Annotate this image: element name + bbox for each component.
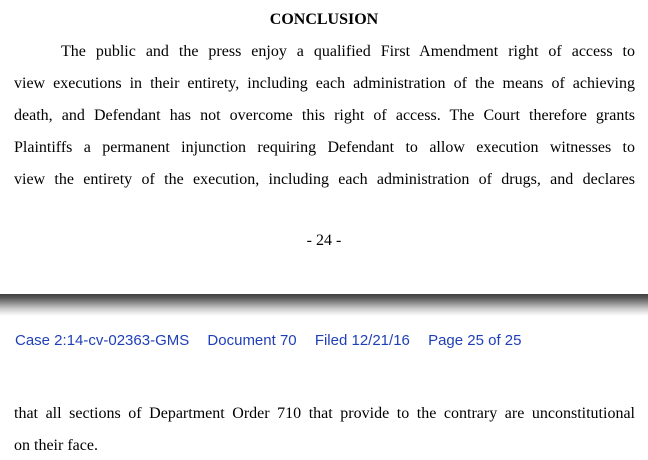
section-heading: CONCLUSION: [269, 11, 379, 28]
page-count: Page 25 of 25: [428, 332, 522, 349]
case-header: [15, 331, 521, 351]
page-break-divider: [0, 294, 648, 316]
body-text-line: on their face.: [14, 437, 98, 454]
filed-date: Filed 12/21/16: [314, 332, 410, 349]
document-number: Document 70: [207, 332, 297, 349]
body-text-line: view executions in their entirety, including each administration of the means of achieving: [14, 75, 635, 92]
page-number: - 24 -: [306, 232, 342, 249]
body-text-line: Plaintiffs a permanent injunction requiring Defendant to allow execution witnesses to: [14, 139, 635, 156]
body-text-line: view the entirety of the execution, including each administration of drugs, and declares: [14, 171, 635, 188]
body-text-line: death, and Defendant has not overcome this right of access. The Court therefore grants: [14, 107, 635, 124]
body-text-line: that all sections of Department Order 710 that provide to the contrary are unconstitutional: [14, 405, 635, 422]
case-number: Case 2:14-cv-02363-GMS: [15, 332, 190, 349]
body-text-line: The public and the press enjoy a qualified First Amendment right of access to: [61, 43, 635, 60]
